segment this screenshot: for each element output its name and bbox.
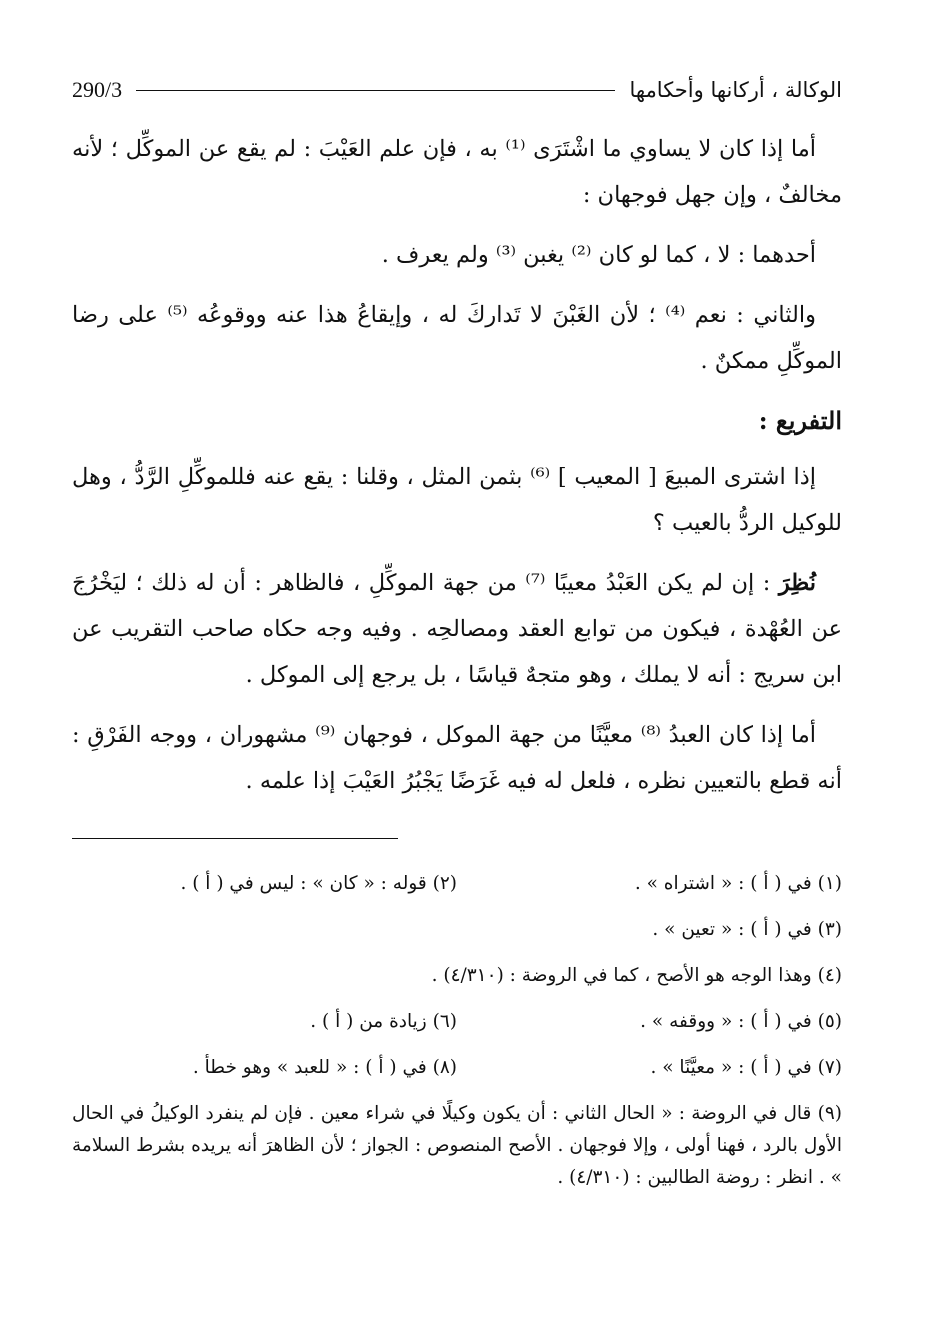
book-page xyxy=(72,60,842,1290)
footnote: (٨) في ( أ ) : « للعبد » وهو خطأ . xyxy=(192,1057,457,1078)
footnotes xyxy=(72,868,842,1194)
paragraph xyxy=(72,560,842,698)
footnote: (٥) في ( أ ) : « ووقفه » . xyxy=(640,1011,842,1032)
footnote-row xyxy=(72,914,842,945)
footnote: (٦) زيادة من ( أ ) . xyxy=(310,1011,457,1032)
section-heading: التفريع : xyxy=(758,406,842,435)
paragraph: والثاني : نعم ⁽⁴⁾ ؛ لأن الغَبْنَ لا تَداركَ له ، وإيقاعُ هذا عنه ووقوعُه ⁽⁵⁾ على رضا الموكِّلِ ممكنٌ . xyxy=(72,302,842,374)
footnote: (٩) قال في الروضة : « الحال الثاني : أن يكون وكيلًا في شراء معين . فإن لم ينفرد الوكيلُ في الحال الأول بالرد ، فهنا أولى ، وإلا فوجهان . الأصح المنصوص : الجواز ؛ لأن الظاهرَ أنه يريده بشرط السلامة » . انظر : روضة الطالبين : (٤/٣١٠) . xyxy=(72,1103,842,1188)
footnote-row xyxy=(72,1052,842,1083)
footnote: (٣) في ( أ ) : « تعين » . xyxy=(652,919,842,940)
footnote: (٤) وهذا الوجه هو الأصح ، كما في الروضة : (٤/٣١٠) . xyxy=(431,965,842,986)
footnote: (١) في ( أ ) : « اشتراه » . xyxy=(634,873,842,894)
paragraph-text: : إن لم يكن العَبْدُ معيبًا ⁽⁷⁾ من جهة الموكِّلِ ، فالظاهر : أن له ذلك ؛ ليَخْرُجَ عن العُهْدة ، فيكون من توابع العقد ومصالحِه . وفيه وجه حكاه صاحب التقريب عن ابن سريج : أنه لا يملك ، وهو متجهٌ قياسًا ، بل يرجع إلى الموكل . xyxy=(72,570,842,688)
main-text xyxy=(72,126,842,818)
footnote-row xyxy=(72,1006,842,1037)
footnote: (٧) في ( أ ) : « معيَّنًا » . xyxy=(650,1057,842,1078)
footnote-separator xyxy=(72,838,398,839)
page-number: 290/3 xyxy=(72,77,123,102)
header-rule xyxy=(136,90,615,91)
chapter-title: الوكالة ، أركانها وأحكامها xyxy=(629,78,842,102)
running-header xyxy=(72,70,842,110)
paragraph-lead-word: نُظِرَ xyxy=(778,570,816,596)
footnote-row xyxy=(72,868,842,899)
paragraph: إذا اشترى المبيعَ [ المعيب ] ⁽⁶⁾ بثمن المثل ، وقلنا : يقع عنه فللموكِّلِ الرَّدُّ ، وهل للوكيل الردُّ بالعيب ؟ xyxy=(72,464,842,536)
paragraph: أحدهما : لا ، كما لو كان ⁽²⁾ يغبن ⁽³⁾ ولم يعرف . xyxy=(381,242,816,268)
paragraph: أما إذا كان لا يساوي ما اشْتَرَى ⁽¹⁾ به ، فإن علم العَيْبَ : لم يقع عن الموكِّل ؛ لأنه مخالفٌ ، وإن جهل فوجهان : xyxy=(72,136,842,208)
footnote: (٢) قوله : « كان » : ليس في ( أ ) . xyxy=(180,873,457,894)
footnote-row xyxy=(72,960,842,991)
paragraph: أما إذا كان العبدُ ⁽⁸⁾ معيَّنًا من جهة الموكل ، فوجهان ⁽⁹⁾ مشهوران ، ووجه الفَرْقِ : أنه قطع بالتعيين نظره ، فلعل له فيه غَرَضًا يَجْبُرُ العَيْبَ إذا علمه . xyxy=(72,722,842,794)
